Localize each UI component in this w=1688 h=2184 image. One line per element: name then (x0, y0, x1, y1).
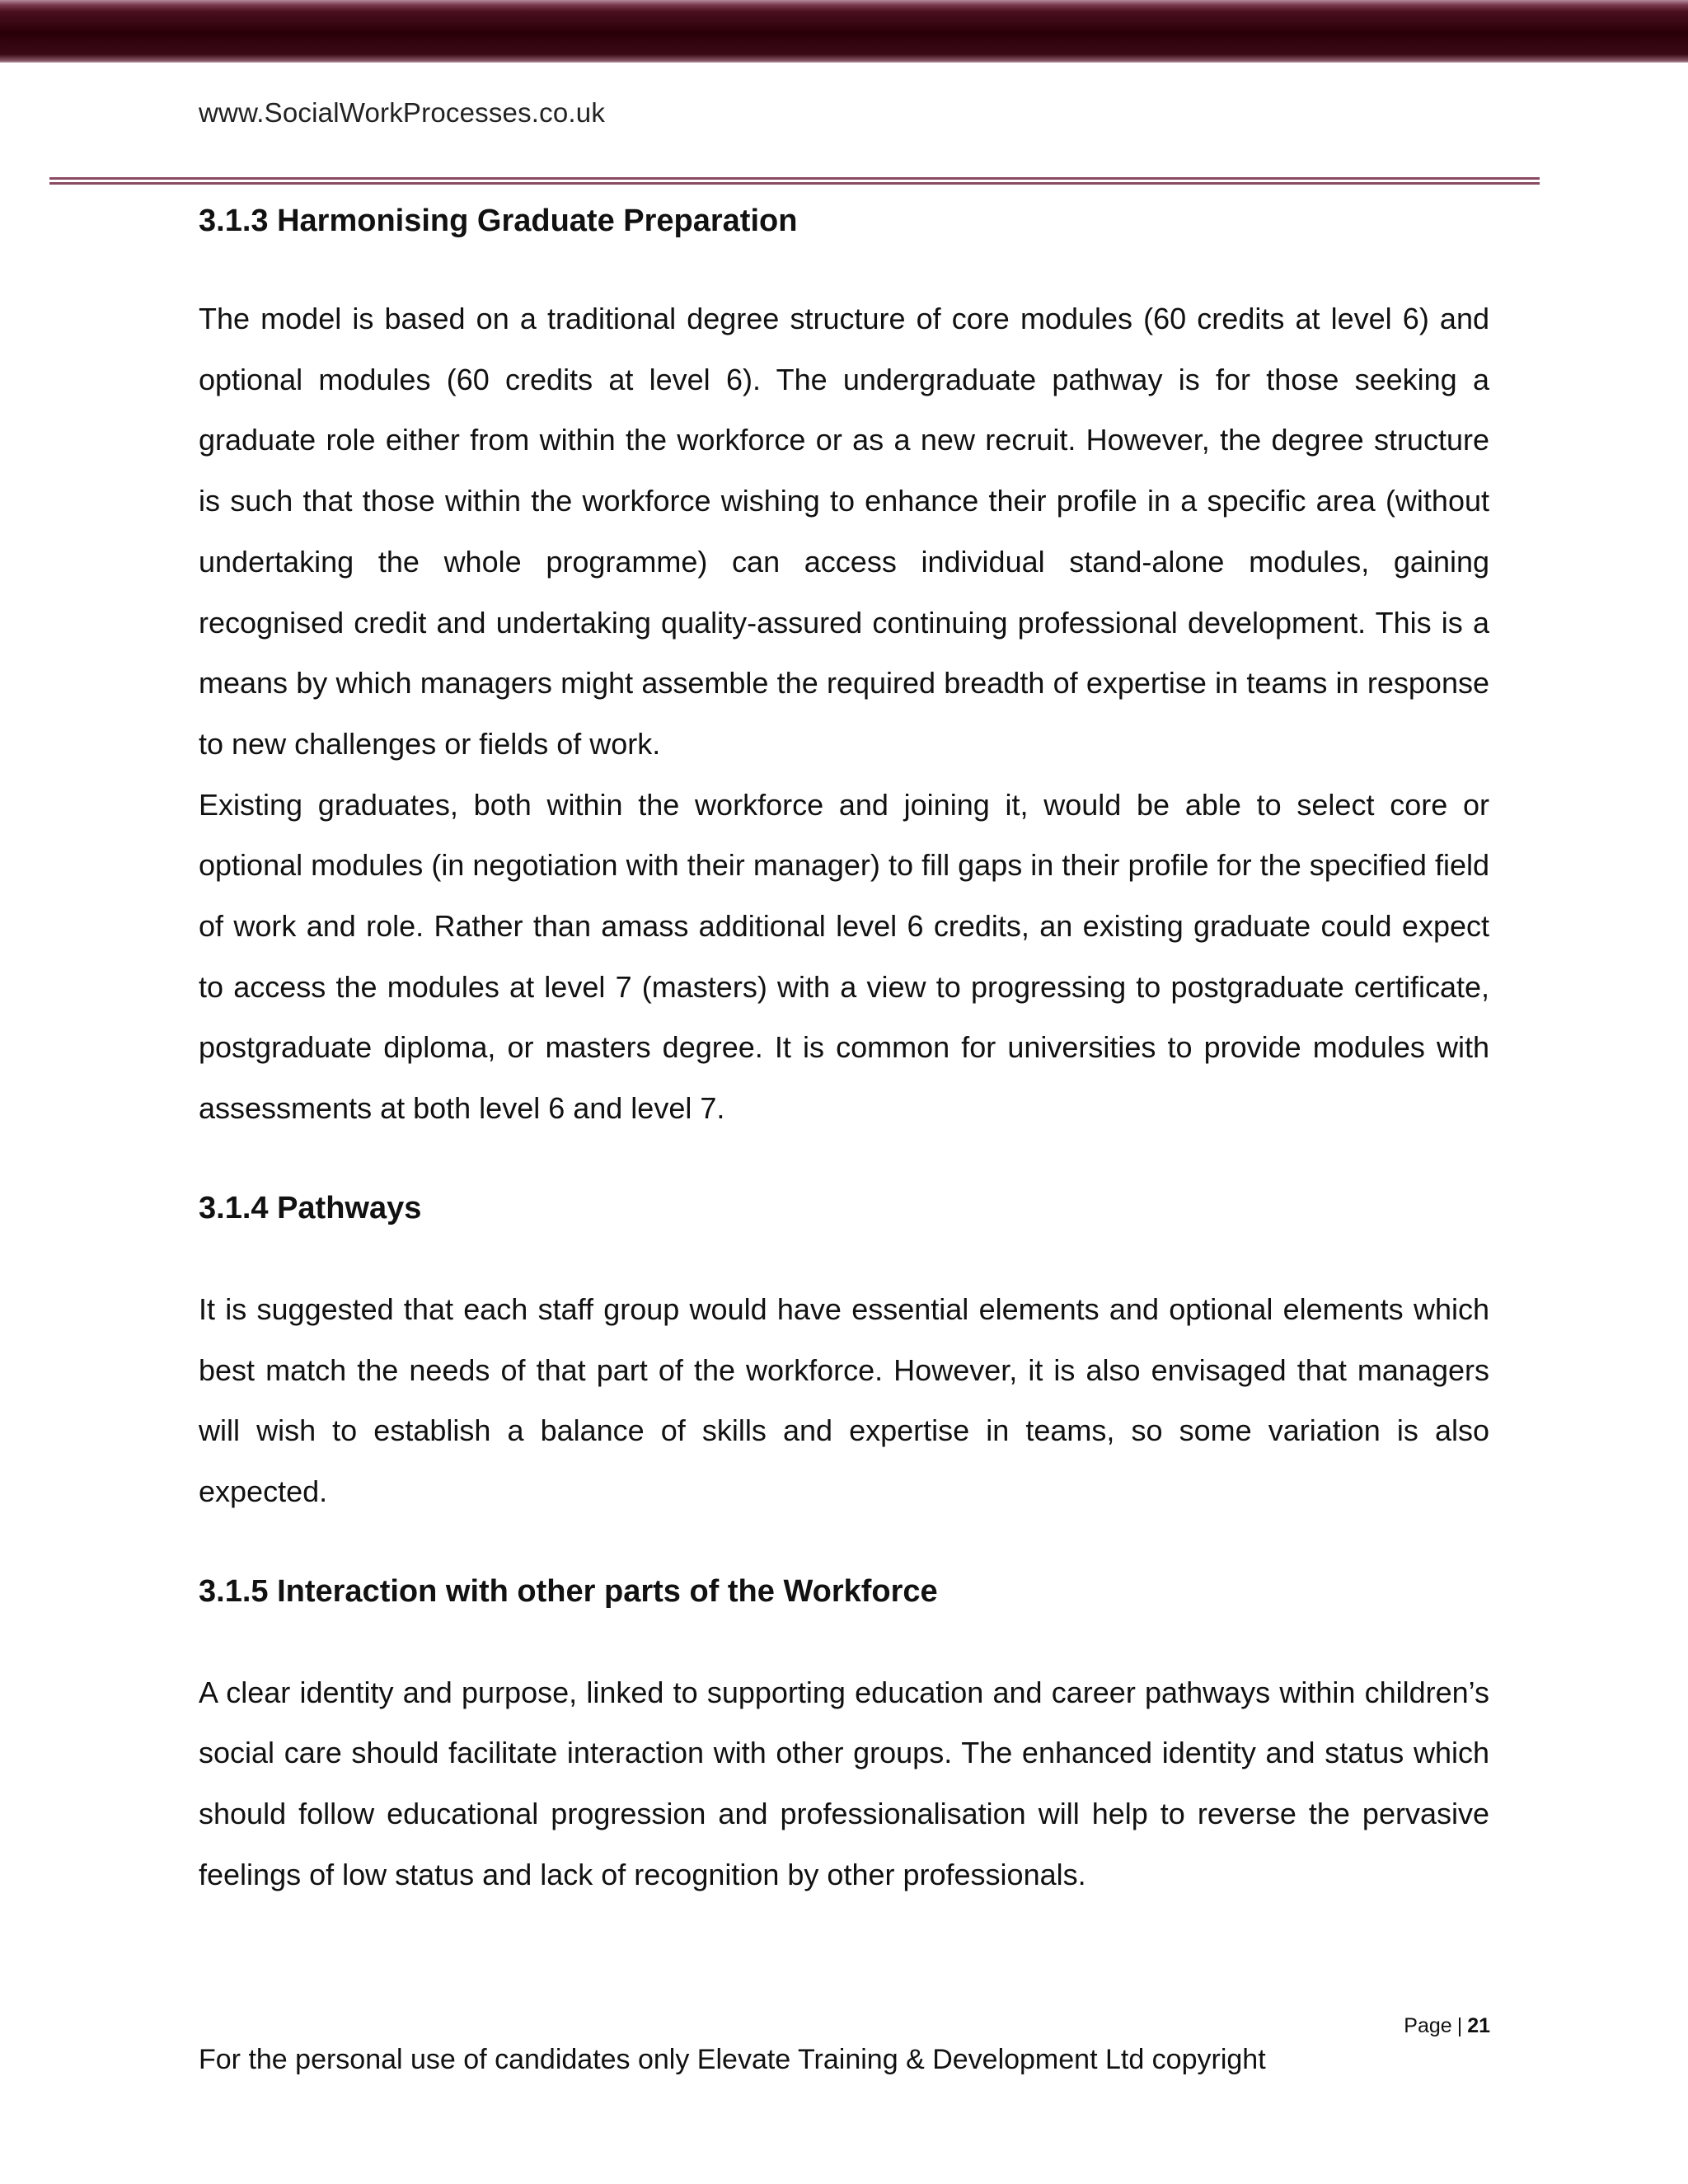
paragraph-pathways: It is suggested that each staff group would have essential elements and optional elements which best match the needs of that part of the workforce. However, it is also envisaged that managers will wish to establish a balance of skills and expertise in teams, so some variation is also expected. (199, 1291, 1489, 1508)
footer-copyright: For the personal use of candidates only Elevate Training & Development Ltd copyright (199, 2044, 1266, 2075)
paragraph-existing-graduates: Existing graduates, both within the workforce and joining it, would be able to select core or optional modules (in negotiation with their manager) to fill gaps in their profile for the specified field of work and role. Rather than amass additional level 6 credits, an existing graduate could expect to access the modules at level 7 (masters) with a view to progressing to postgraduate certificate, postgraduate diploma, or masters degree. It is common for universities to provide modules with assessments at both level 6 and level 7. (199, 787, 1489, 1126)
site-url: www.SocialWorkProcesses.co.uk (199, 97, 606, 128)
paragraph-interaction: A clear identity and purpose, linked to supporting education and career pathways within children’s social care should facilitate interaction with other groups. The enhanced identity and status which should follow educational progression and professionalisation will help to reverse the pervasive feelings of low status and lack of recognition by other professionals. (199, 1675, 1489, 1891)
header-divider-line-bottom (49, 182, 1540, 185)
section-heading-interaction: 3.1.5 Interaction with other parts of the Workforce (199, 1573, 938, 1609)
section-heading-pathways: 3.1.4 Pathways (199, 1190, 422, 1226)
header-divider (49, 177, 1540, 185)
page-number (1404, 2014, 1490, 2038)
page-label: Page (1404, 2014, 1452, 2037)
header-band (0, 0, 1688, 63)
page-number-value: 21 (1467, 2014, 1490, 2037)
page-content (199, 198, 1489, 1905)
paragraph-model-structure: The model is based on a traditional degree structure of core modules (60 credits at level 6) and optional modules (60 credits at level 6). The undergraduate pathway is for those seeking a graduate role either from within the workforce or as a new recruit. However, the degree structure is such that those within the workforce wishing to enhance their profile in a specific area (without undertaking the whole programme) can access individual stand-alone modules, gaining recognised credit and undertaking quality-assured continuing professional development. This is a means by which managers might assemble the required breadth of expertise in teams in response to new challenges or fields of work. (199, 302, 1489, 761)
header-divider-line-top (49, 177, 1540, 180)
section-heading-harmonising: 3.1.3 Harmonising Graduate Preparation (199, 204, 798, 238)
page-separator: | (1456, 2014, 1463, 2037)
